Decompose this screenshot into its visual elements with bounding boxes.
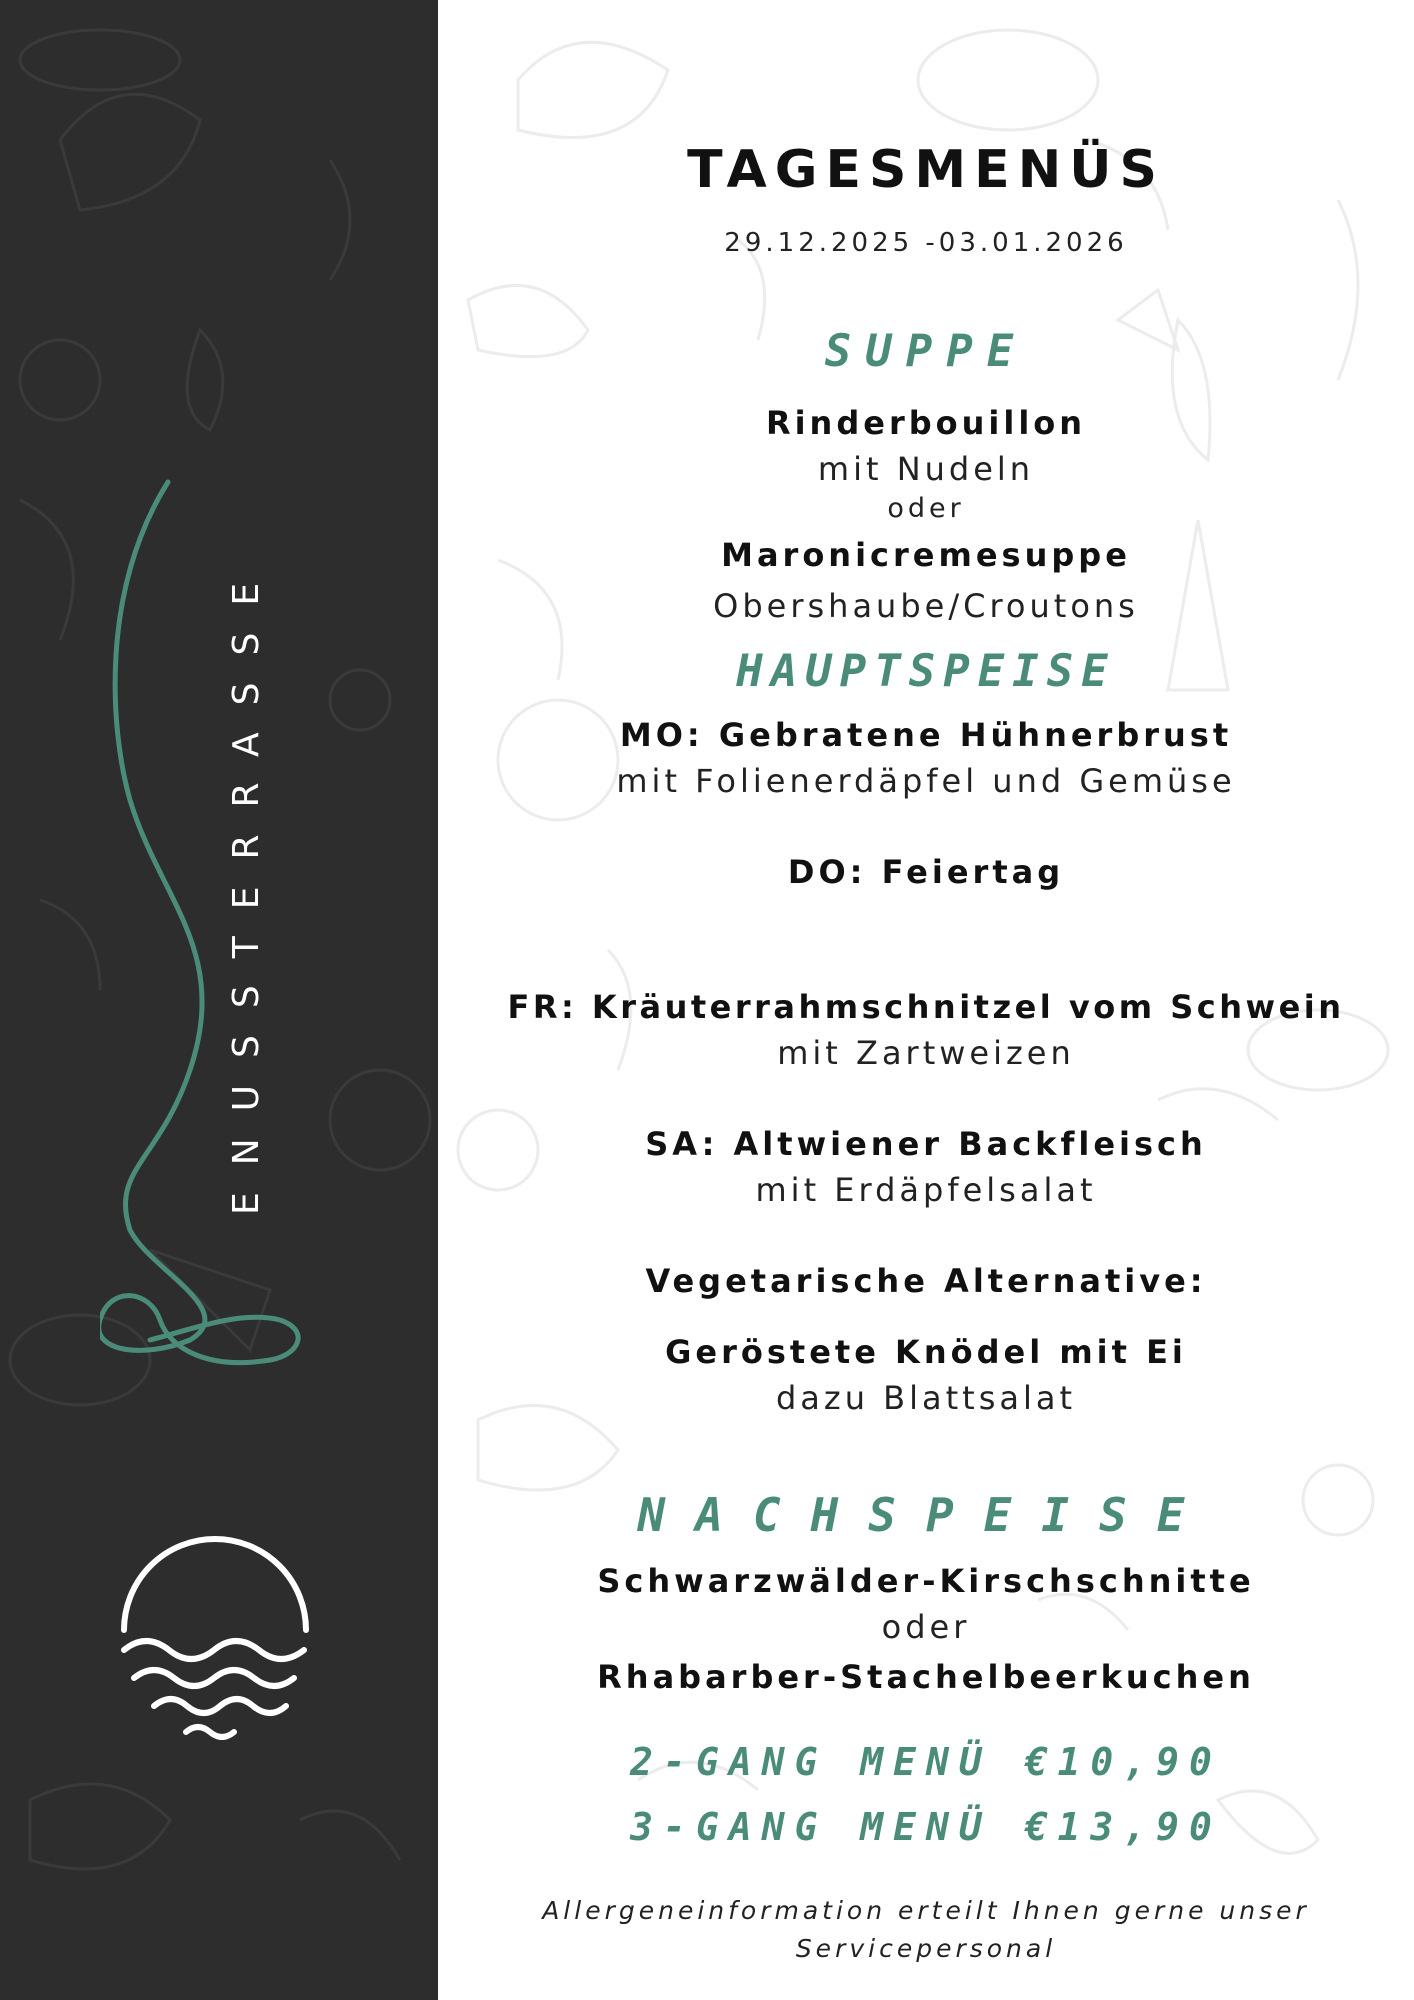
dessert-option-2-name: Rhabarber-Stachelbeerkuchen [597,1658,1255,1696]
three-course-price: 3-GANG MENÜ €13,90 [630,1805,1222,1849]
soup-option-2-desc: Obershaube/Croutons [713,587,1139,625]
allergen-note-line-2: Servicepersonal [795,1934,1057,1963]
friday-dish-name: FR: Kräuterrahmschnitzel vom Schwein [507,988,1345,1026]
friday-dish-desc: mit Zartweizen [777,1034,1075,1072]
brand-name: ENUSSTERRASSE [226,555,267,1215]
thursday-holiday: DO: Feiertag [787,853,1065,891]
allergen-note-line-1: Allergeneinformation erteilt Ihnen gerne unser [542,1896,1310,1925]
monday-dish-name: MO: Gebratene Hühnerbrust [619,716,1233,754]
vegetarian-heading: Vegetarische Alternative: [645,1262,1207,1300]
sidebar [0,0,438,2000]
soup-option-1-desc: mit Nudeln [817,450,1035,488]
menu-panel [438,0,1414,2000]
page-title: TAGESMENÜS [687,140,1165,200]
monday-dish-desc: mit Folienerdäpfel und Gemüse [616,762,1236,800]
saturday-dish-name: SA: Altwiener Backfleisch [645,1125,1207,1163]
soup-heading: SUPPE [824,326,1028,377]
date-range: 29.12.2025 -03.01.2026 [724,228,1128,258]
vegetarian-dish-desc: dazu Blattsalat [775,1379,1077,1417]
soup-option-1-name: Rinderbouillon [765,404,1087,442]
two-course-price: 2-GANG MENÜ €10,90 [630,1740,1222,1784]
dessert-or: oder [881,1608,971,1646]
sunset-waves-icon [110,1520,320,1740]
vegetarian-dish-name: Geröstete Knödel mit Ei [665,1333,1187,1371]
saturday-dish-desc: mit Erdäpfelsalat [755,1171,1097,1209]
dessert-option-1-name: Schwarzwälder-Kirschschnitte [597,1562,1255,1600]
soup-option-2-name: Maronicremesuppe [721,536,1131,574]
main-course-heading: HAUPTSPEISE [736,646,1116,697]
dessert-heading: NACHSPEISE [637,1488,1215,1542]
menu-content [438,0,1414,2000]
soup-or: oder [887,493,965,524]
